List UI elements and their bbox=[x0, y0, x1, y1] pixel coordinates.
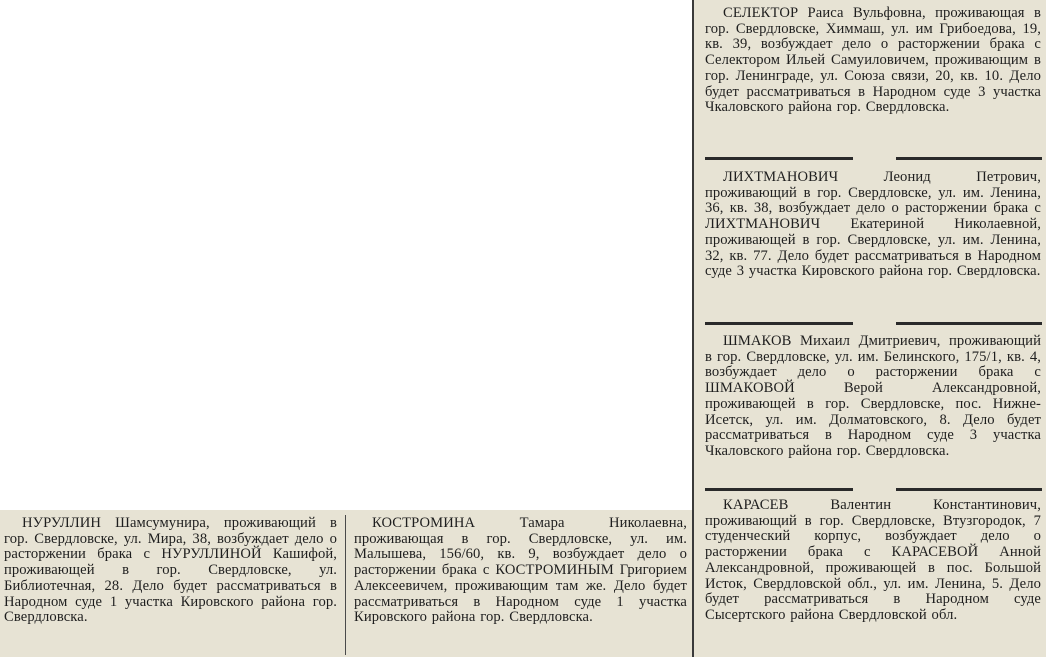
separator-rule bbox=[896, 322, 1042, 325]
separator-rule bbox=[705, 322, 853, 325]
notice-nurullin: НУРУЛЛИН Шамсумунира, проживающий в гор. Свердловске, ул. Мира, 38, возбуждает дело о расторжении брака с НУРУЛЛИНОЙ Кашифой, проживающей в гор. Свердловске, ул. Библиотечная, 28. Дело будет рассматриваться в Народном суде 1 участка Кировского района гор. Свердловска. bbox=[4, 515, 337, 626]
notice-kostromina: КОСТРОМИНА Тамара Николаевна, проживающая в гор. Свердловске, ул. им. Малышева, 156/60, кв. 9, возбуждает дело о расторжении брака с КОСТРОМИНЫМ Григорием Алексеевичем, проживающим там же. Дело будет рассматриваться в Народном суде 1 участка Кировского района гор. Свердловска. bbox=[354, 515, 687, 626]
separator-rule bbox=[705, 488, 853, 491]
notice-shmakov: ШМАКОВ Михаил Дмитриевич, проживающий в гор. Свердловске, ул. им. Белинского, 175/1, кв. 4, возбуждает дело о расторжении брака с ШМАКОВОЙ Верой Александровной, проживающей в гор. Свердловске, пос. Нижне-Исетск, ул. им. Долматовского, 8. Дело будет рассматриваться в Народном суде 3 участка Чкаловского района гор. Свердловска. bbox=[705, 333, 1041, 459]
separator-rule bbox=[896, 157, 1042, 160]
separator-rule bbox=[705, 157, 853, 160]
column-rule-vertical-bottom bbox=[345, 515, 346, 655]
notice-selektor: СЕЛЕКТОР Раиса Вульфовна, проживающая в гор. Свердловске, Химмаш, ул. им Грибоедова, 19, кв. 39, возбуждает дело о расторжении брака с Селектором Ильей Самуиловичем, проживающим в гор. Ленинграде, ул. Союза связи, 20, кв. 10. Дело будет рассматриваться в Народном суде 3 участка Чкаловского района гор. Свердловска. bbox=[705, 5, 1041, 116]
notice-likhtmanovich: ЛИХТМАНОВИЧ Леонид Петрович, проживающий в гор. Свердловске, ул. им. Ленина, 36, кв. 38, возбуждает дело о расторжении брака с ЛИХТМАНОВИЧ Екатериной Николаевной, проживающей в гор. Свердловске, ул. им. Ленина, 32, кв. 77. Дело будет рассматриваться в Народном суде 3 участка Кировского района гор. Свердловска. bbox=[705, 169, 1041, 280]
column-rule-vertical bbox=[692, 0, 694, 657]
notice-karasev: КАРАСЕВ Валентин Константинович, проживающий в гор. Свердловске, Втузгородок, 7 студенческий корпус, возбуждает дело о расторжении брака с КАРАСЕВОЙ Анной Александровной, проживающей в пос. Большой Исток, Свердловской обл., ул. им. Ленина, 5. Дело будет рассматриваться в Народном суде Сысертского района Свердловской обл. bbox=[705, 497, 1041, 623]
separator-rule bbox=[896, 488, 1042, 491]
